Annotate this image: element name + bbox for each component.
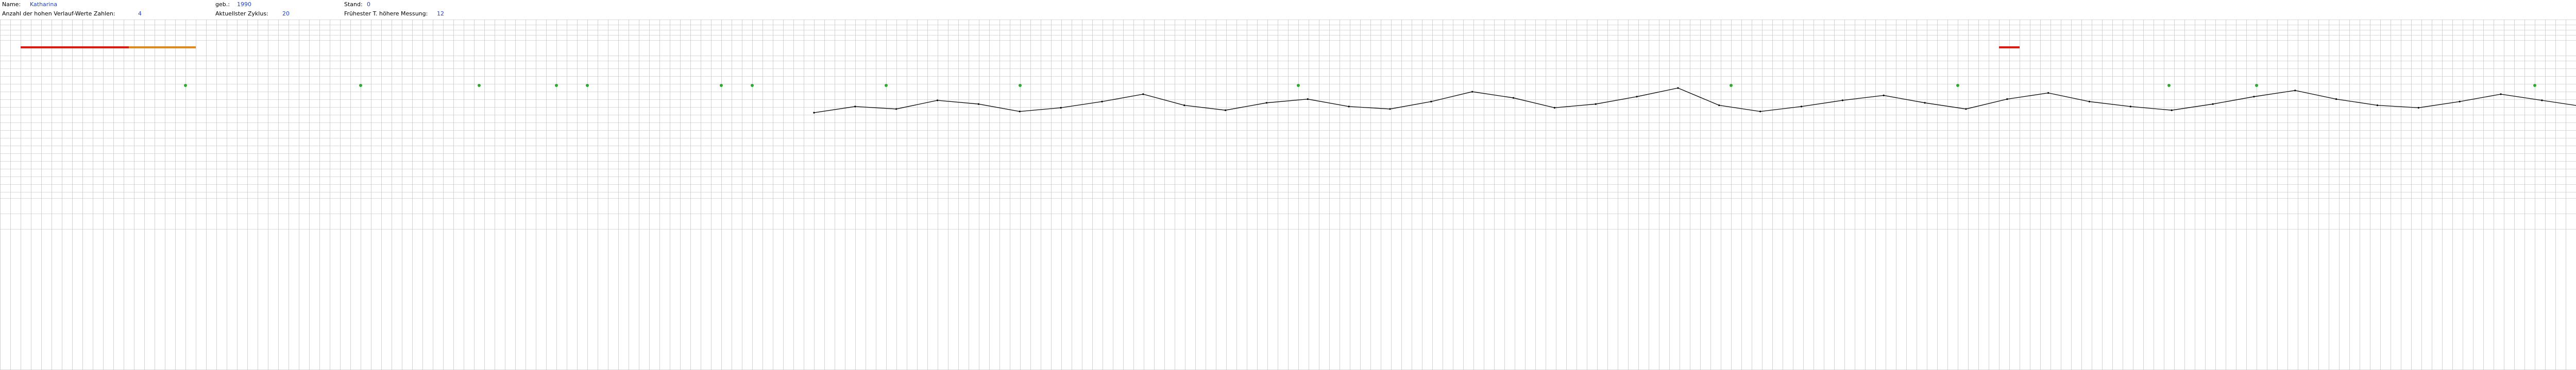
name-label: Name:	[2, 1, 21, 8]
temperature-point	[2335, 98, 2337, 100]
observation-dot	[751, 84, 754, 87]
temperature-point	[2212, 103, 2213, 105]
temperature-point	[854, 105, 856, 107]
temperature-point	[2006, 98, 2008, 100]
observation-dot	[2167, 84, 2171, 87]
temperature-point	[1183, 104, 1185, 106]
temperature-point	[1595, 103, 1597, 105]
temperature-point	[978, 103, 979, 105]
temperature-point	[1142, 93, 1144, 95]
temperature-point	[813, 112, 815, 113]
temperature-point	[2253, 96, 2255, 97]
temperature-point	[2171, 110, 2173, 111]
observation-dot	[184, 84, 187, 87]
notes-grid	[0, 198, 2576, 370]
temperature-point	[1389, 108, 1391, 110]
notes-section	[0, 198, 2576, 370]
temperature-point	[1225, 110, 1226, 111]
observation-dot	[1297, 84, 1300, 87]
observation-dot	[885, 84, 888, 87]
stand-label: Stand:	[344, 1, 363, 8]
temperature-point	[1801, 105, 1802, 107]
temperature-point	[2377, 104, 2378, 106]
temperature-point	[2500, 93, 2501, 95]
early-label: Frühester T. höhere Messung:	[344, 10, 428, 17]
cycle-value: 20	[282, 10, 290, 17]
temperature-point	[1101, 101, 1103, 102]
temperature-point	[1430, 101, 1432, 102]
observation-dot	[720, 84, 723, 87]
temperature-point	[1965, 108, 1967, 110]
temperature-point	[1842, 99, 1843, 101]
temperature-point	[2130, 105, 2131, 107]
temperature-point	[1636, 96, 1638, 97]
temperature-curve	[813, 83, 2576, 113]
observation-dot	[555, 84, 558, 87]
temperature-point	[2089, 101, 2090, 102]
temperature-point	[1554, 107, 1555, 109]
temperature-point	[1883, 95, 1885, 96]
observation-dot	[586, 84, 589, 87]
period-marker	[129, 46, 196, 48]
temperature-point	[1266, 102, 1267, 103]
temperature-line	[814, 84, 2576, 113]
accent-markers	[21, 46, 2576, 106]
temperature-point	[2541, 99, 2543, 101]
temperature-point	[2047, 92, 2049, 94]
observation-dot	[478, 84, 481, 87]
born-value: 1990	[237, 1, 251, 8]
observation-dot	[1019, 84, 1022, 87]
temperature-point	[1513, 97, 1514, 99]
temperature-point	[1677, 87, 1679, 89]
cycle-label: Aktuellster Zyklus:	[215, 10, 268, 17]
born-label: geb.:	[215, 1, 230, 8]
chart-header	[0, 0, 2576, 21]
temperature-point	[1759, 111, 1761, 112]
observation-dot	[1956, 84, 1959, 87]
highs-label: Anzahl der hohen Verlauf-Werte Zahlen:	[2, 10, 115, 17]
temperature-chart	[0, 20, 2576, 198]
chart-grid	[0, 20, 2576, 198]
observation-dot	[2255, 84, 2258, 87]
temperature-point	[1718, 104, 1720, 106]
temperature-point	[1348, 105, 1350, 107]
temperature-point	[2294, 90, 2296, 91]
temperature-point	[2418, 107, 2419, 109]
temperature-point	[1924, 102, 1925, 103]
temperature-point	[1019, 111, 1021, 112]
highs-value: 4	[138, 10, 142, 17]
early-value: 12	[437, 10, 444, 17]
period-marker	[1999, 46, 2020, 48]
temperature-point	[937, 99, 938, 101]
temperature-point	[2459, 101, 2461, 102]
temperature-point	[895, 108, 897, 110]
temperature-point	[1060, 107, 1062, 109]
temperature-point	[1471, 91, 1473, 93]
temperature-point	[1307, 98, 1309, 100]
stand-value: 0	[367, 1, 370, 8]
observation-dot	[2533, 84, 2536, 87]
observation-dot	[359, 84, 362, 87]
name-value: Katharina	[30, 1, 58, 8]
observation-dot	[1730, 84, 1733, 87]
